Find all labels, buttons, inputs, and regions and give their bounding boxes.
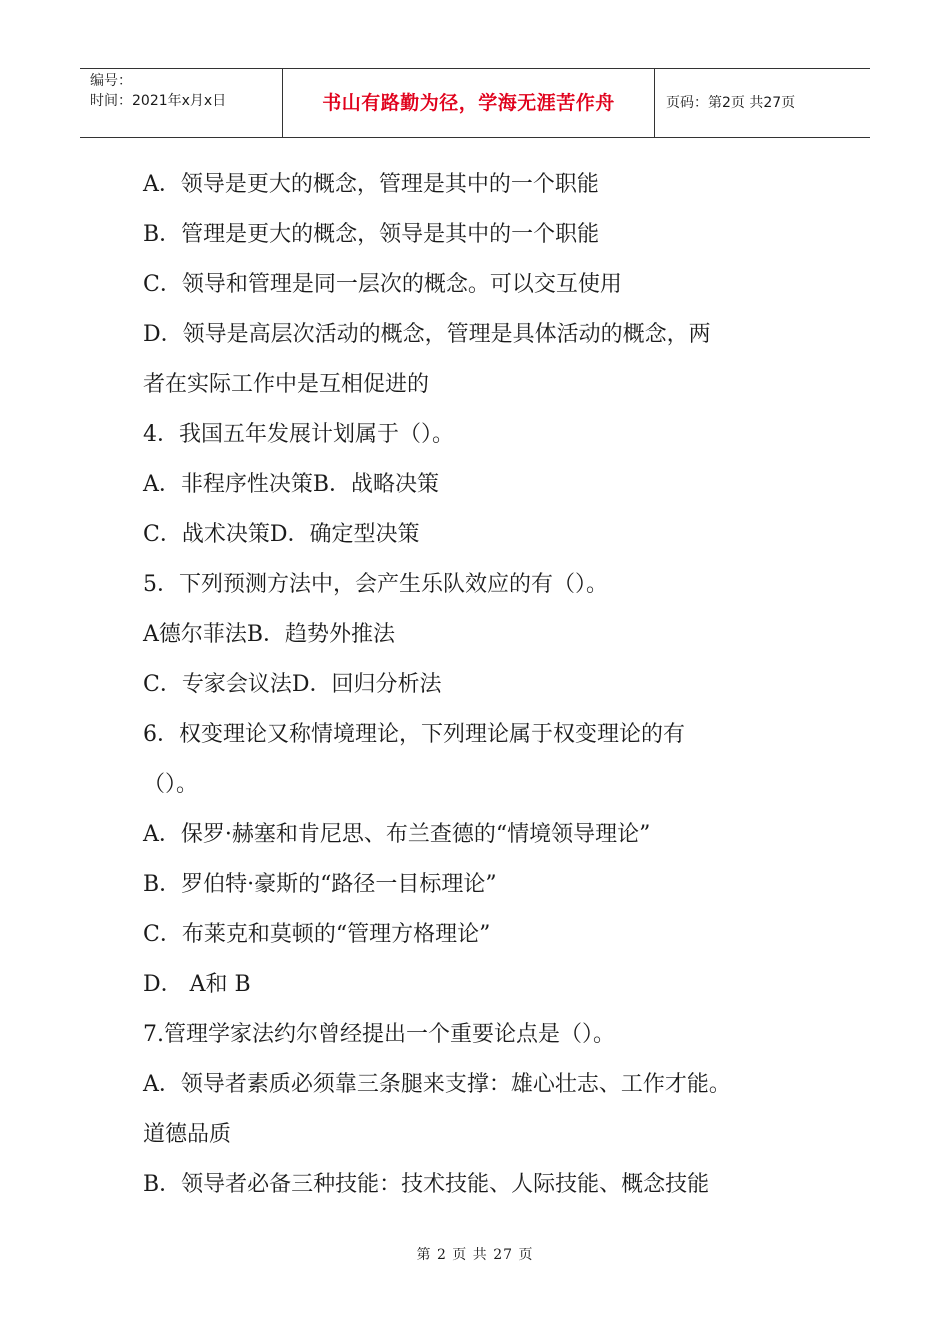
page-footer: 第 2 页 共 27 页 bbox=[416, 1247, 534, 1263]
text-line: A．领导者素质必须靠三条腿来支撑：雄心壮志、工作才能。 bbox=[143, 1072, 731, 1097]
text-line: 者在实际工作中是互相促进的 bbox=[143, 372, 430, 397]
text-line: B．罗伯特·豪斯的“路径一目标理论” bbox=[143, 872, 497, 897]
text-line: C．战术决策D．确定型决策 bbox=[143, 522, 420, 547]
question-line: 5．下列预测方法中，会产生乐队效应的有（）。 bbox=[143, 572, 608, 597]
header-page-info: 页码：第2页 共27页 bbox=[666, 95, 796, 111]
page-header bbox=[80, 68, 870, 138]
text-line: A．保罗·赫塞和肯尼思、布兰查德的“情境领导理论” bbox=[143, 822, 651, 847]
text-line: A德尔菲法B．趋势外推法 bbox=[143, 622, 396, 647]
text-line: C．领导和管理是同一层次的概念。可以交互使用 bbox=[143, 272, 622, 297]
text-line: （）。 bbox=[143, 772, 199, 797]
document-code-label: 编号： bbox=[90, 73, 132, 89]
question-line: 7.管理学家法约尔曾经提出一个重要论点是（）。 bbox=[143, 1022, 615, 1047]
text-line: 道德品质 bbox=[143, 1122, 232, 1147]
text-line: D．领导是高层次活动的概念，管理是具体活动的概念，两 bbox=[143, 322, 711, 347]
document-date-label: 时间：2021年x月x日 bbox=[90, 93, 227, 109]
text-line: C．布莱克和莫顿的“管理方格理论” bbox=[143, 922, 491, 947]
text-line: B．领导者必备三种技能：技术技能、人际技能、概念技能 bbox=[143, 1172, 710, 1197]
header-meta-cell bbox=[80, 69, 283, 137]
text-line: D． A和 B bbox=[143, 972, 251, 997]
question-line: 4．我国五年发展计划属于（）。 bbox=[143, 422, 454, 447]
document-body bbox=[143, 160, 843, 1210]
header-motto: 书山有路勤为径，学海无涯苦作舟 bbox=[283, 69, 655, 137]
text-line: A．领导是更大的概念，管理是其中的一个职能 bbox=[143, 172, 599, 197]
text-line: C．专家会议法D．回归分析法 bbox=[143, 672, 442, 697]
text-line: A．非程序性决策B．战略决策 bbox=[143, 472, 440, 497]
question-line: 6．权变理论又称情境理论，下列理论属于权变理论的有 bbox=[143, 722, 685, 747]
text-line: B．管理是更大的概念，领导是其中的一个职能 bbox=[143, 222, 600, 247]
